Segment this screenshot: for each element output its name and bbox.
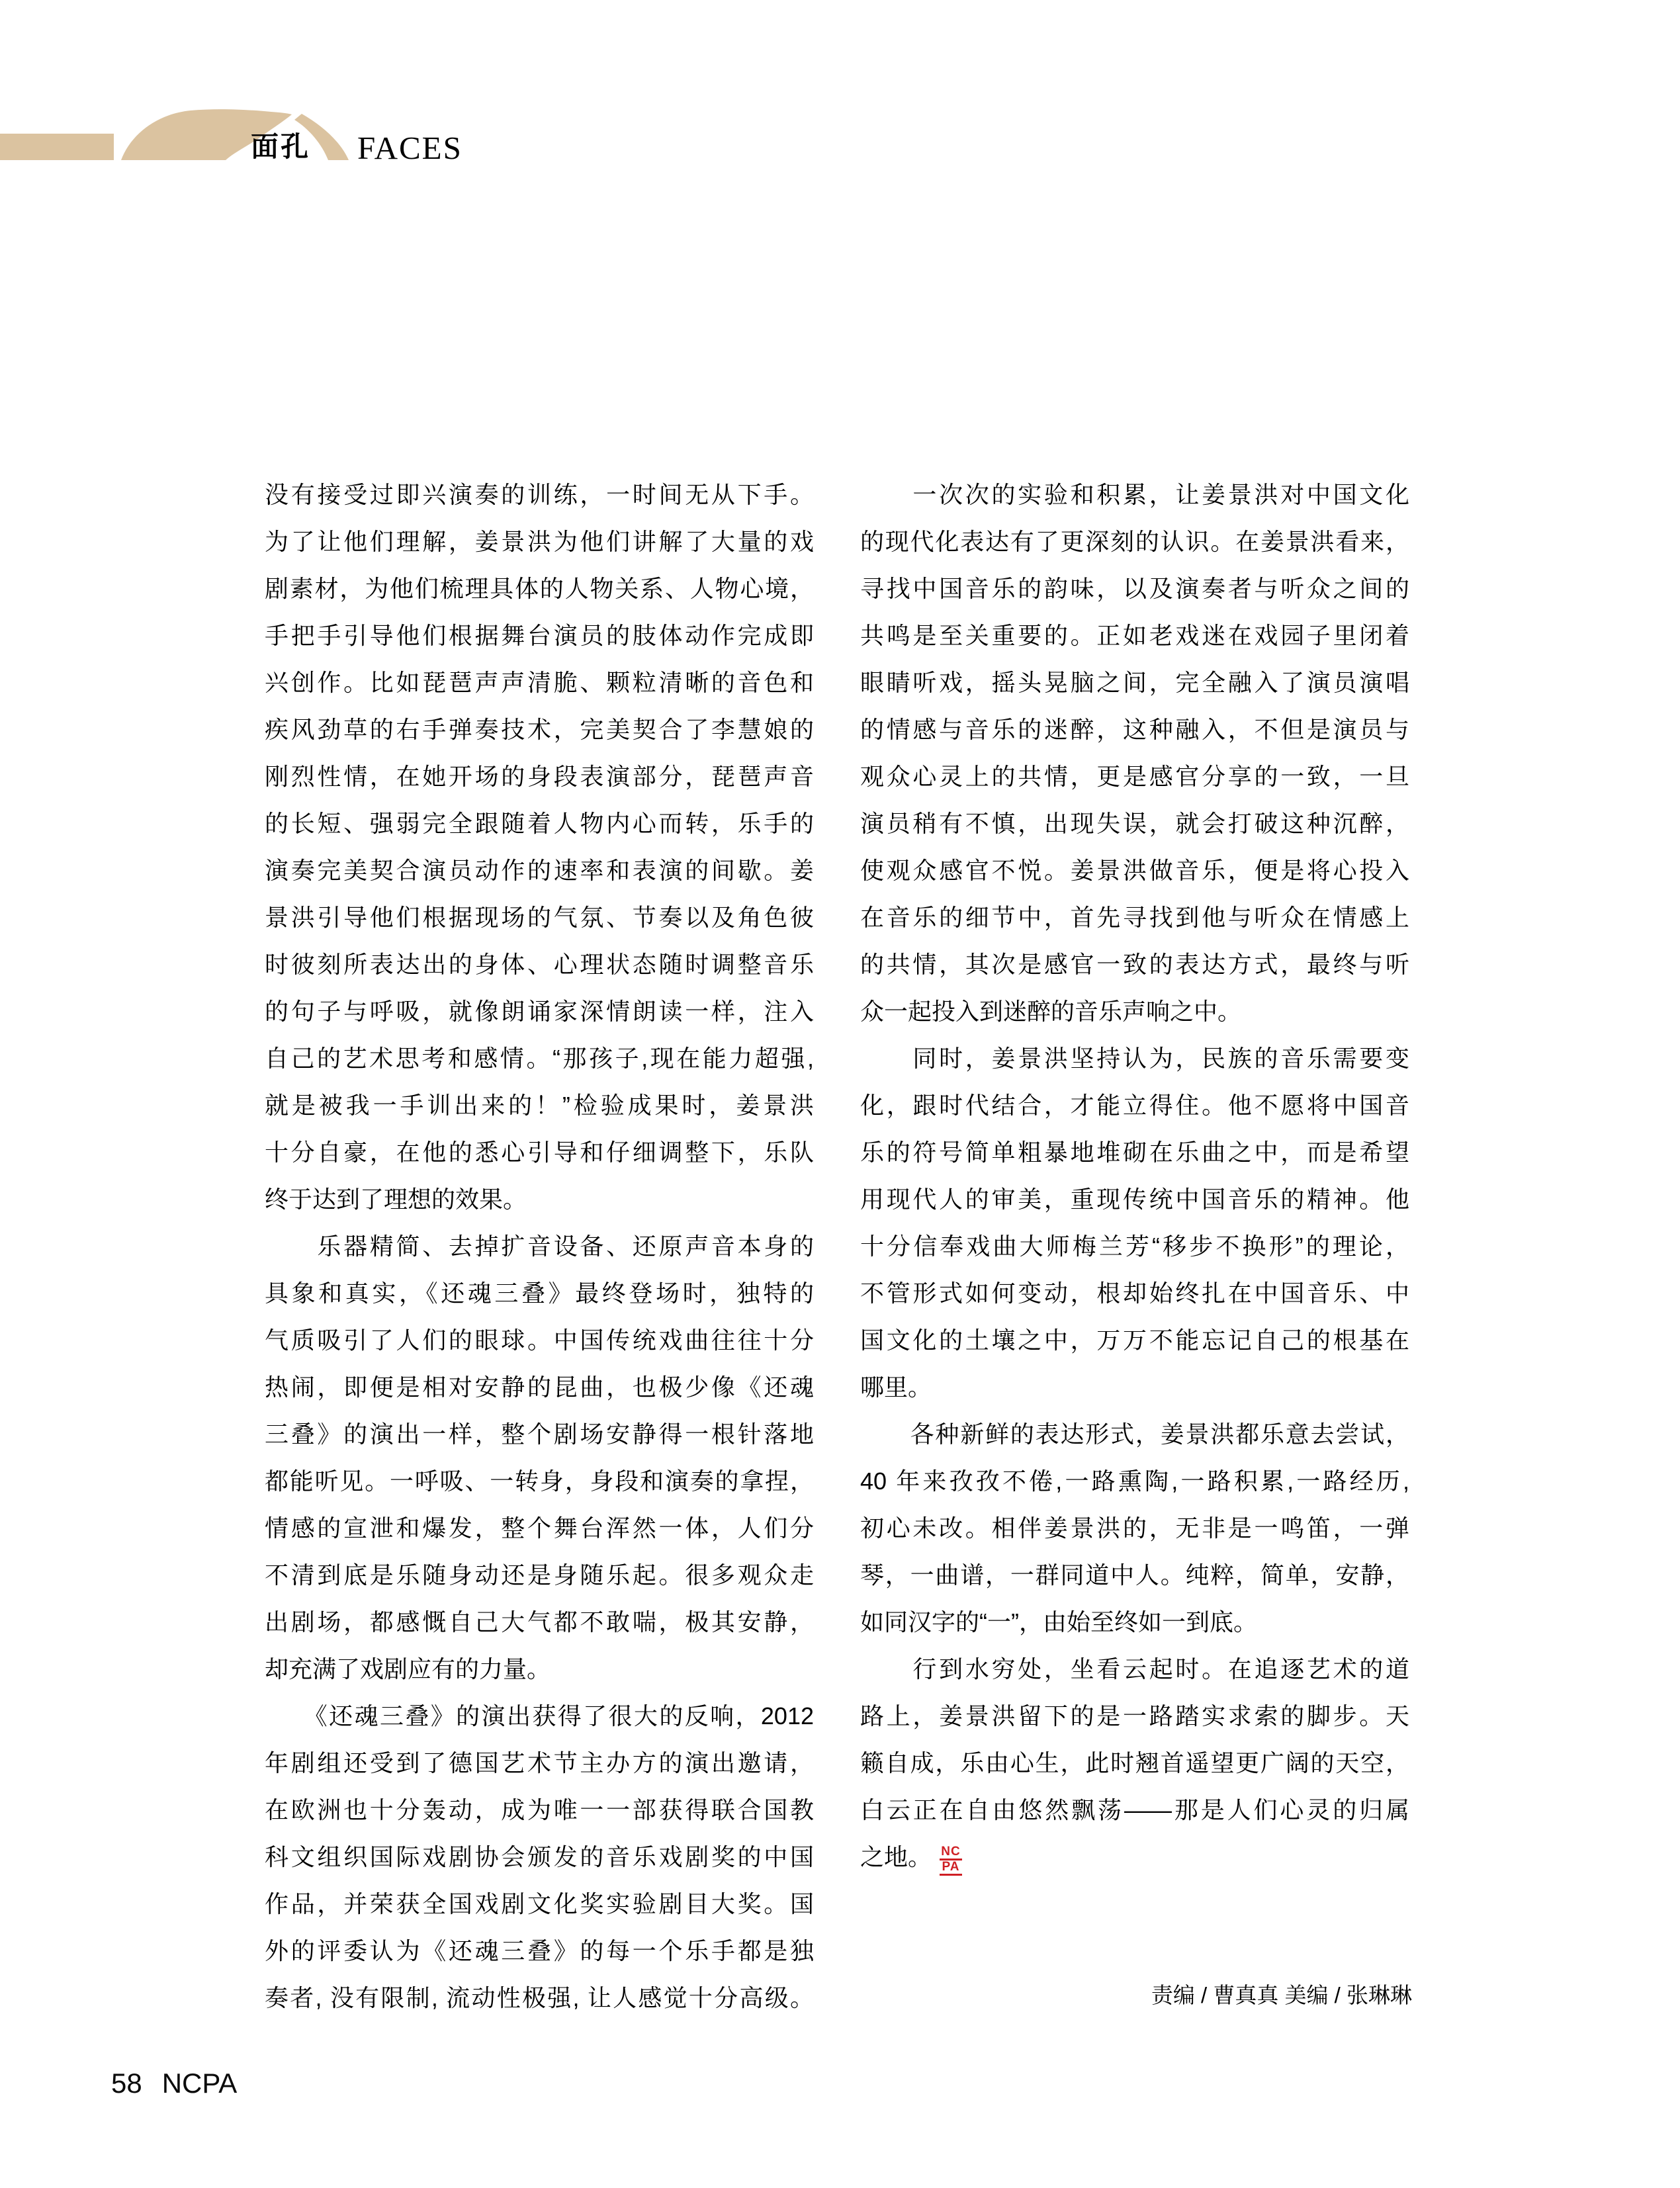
- text-line: 眼睛听戏，摇头晃脑之间，完全融入了演员演唱: [860, 669, 1409, 696]
- page-footer: [111, 2068, 237, 2099]
- ncpa-seal-icon: [940, 1845, 962, 1876]
- text-line: 观众心灵上的共情，更是感官分享的一致，一旦: [860, 763, 1409, 790]
- text-line: 白云正在自由悠然飘荡——那是人们心灵的归属: [860, 1796, 1409, 1823]
- text-line: 气质吸引了人们的眼球。中国传统戏曲往往十分: [265, 1327, 814, 1354]
- text-line: 终于达到了理想的效果。: [265, 1186, 527, 1213]
- left-column-lines: [265, 471, 814, 2021]
- right-column-lines: [860, 471, 1409, 1833]
- final-line-text: 之地。: [860, 1843, 932, 1870]
- text-line: 具象和真实，《还魂三叠》最终登场时，独特的: [265, 1280, 814, 1307]
- section-title-zh: 面孔: [251, 131, 311, 162]
- text-line: 不清到底是乐随身动还是身随乐起。很多观众走: [265, 1561, 814, 1589]
- text-line: 没有接受过即兴演奏的训练，一时间无从下手。: [265, 481, 814, 508]
- text-line: 都能听见。一呼吸、一转身，身段和演奏的拿捏，: [265, 1467, 814, 1495]
- text-line: 琴，一曲谱，一群同道中人。纯粹，简单，安静，: [860, 1561, 1409, 1589]
- text-line: 共鸣是至关重要的。正如老戏迷在戏园子里闭着: [860, 622, 1409, 649]
- text-line: 路上，姜景洪留下的是一路踏实求索的脚步。天: [860, 1702, 1409, 1729]
- text-line: 作品，并荣获全国戏剧文化奖实验剧目大奖。国: [265, 1890, 814, 1917]
- text-line: 十分自豪，在他的悉心引导和仔细调整下，乐队: [265, 1139, 814, 1166]
- text-line: 外的评委认为《还魂三叠》的每一个乐手都是独: [265, 1937, 814, 1964]
- ncpa-seal-bottom: PA: [940, 1860, 962, 1876]
- text-line: 初心未改。相伴姜景洪的，无非是一鸣笛，一弹: [860, 1514, 1409, 1542]
- header-bar-shape: [0, 134, 114, 160]
- text-line: 寻找中国音乐的韵味，以及演奏者与听众之间的: [860, 575, 1409, 602]
- text-line: 科文组织国际戏剧协会颁发的音乐戏剧奖的中国: [265, 1843, 814, 1870]
- text-line: 自己的艺术思考和感情。“那孩子,现在能力超强,: [265, 1045, 814, 1072]
- text-line: 疾风劲草的右手弹奏技术，完美契合了李慧娘的: [265, 716, 814, 743]
- text-line: 乐器精简、去掉扩音设备、还原声音本身的: [265, 1233, 814, 1260]
- text-line: 奏者, 没有限制, 流动性极强, 让人感觉十分高级。: [265, 1984, 814, 2011]
- text-line: 国文化的土壤之中，万万不能忘记自己的根基在: [860, 1327, 1409, 1354]
- text-line: 行到水穷处，坐看云起时。在追逐艺术的道: [860, 1655, 1409, 1683]
- text-line-final: [860, 1833, 1409, 1880]
- text-line: 在音乐的细节中，首先寻找到他与听众在情感上: [860, 904, 1409, 931]
- text-line: 十分信奉戏曲大师梅兰芳“移步不换形”的理论，: [860, 1233, 1409, 1260]
- text-line: 籁自成，乐由心生，此时翘首遥望更广阔的天空，: [860, 1749, 1409, 1776]
- text-line: 的长短、强弱完全跟随着人物内心而转，乐手的: [265, 810, 814, 837]
- section-title-en: FACES: [357, 130, 463, 166]
- text-line: 40 年来孜孜不倦,一路熏陶,一路积累,一路经历,: [860, 1467, 1409, 1495]
- text-line: 同时，姜景洪坚持认为，民族的音乐需要变: [860, 1045, 1409, 1072]
- text-line: 演员稍有不慎，出现失误，就会打破这种沉醉，: [860, 810, 1409, 837]
- text-line: 三叠》的演出一样，整个剧场安静得一根针落地: [265, 1421, 814, 1448]
- text-line: 如同汉字的“一”，由始至终如一到底。: [860, 1608, 1257, 1636]
- right-column: [860, 471, 1409, 1880]
- text-line: 年剧组还受到了德国艺术节主办方的演出邀请，: [265, 1749, 814, 1776]
- text-line: 的句子与呼吸，就像朗诵家深情朗读一样，注入: [265, 998, 814, 1025]
- text-line: 剧素材，为他们梳理具体的人物关系、人物心境，: [265, 575, 814, 602]
- text-line: 热闹，即便是相对安静的昆曲，也极少像《还魂: [265, 1374, 814, 1401]
- text-line: 手把手引导他们根据舞台演员的肢体动作完成即: [265, 622, 814, 649]
- text-line: 景洪引导他们根据现场的气氛、节奏以及角色彼: [265, 904, 814, 931]
- text-line: 在欧洲也十分轰动，成为唯一一部获得联合国教: [265, 1796, 814, 1823]
- text-line: 却充满了戏剧应有的力量。: [265, 1655, 551, 1683]
- editor-credits: 责编 / 曹真真 美编 / 张琳琳: [1151, 1983, 1412, 2007]
- text-line: 兴创作。比如琵琶声声清脆、颗粒清晰的音色和: [265, 669, 814, 696]
- text-line: 乐的符号简单粗暴地堆砌在乐曲之中，而是希望: [860, 1139, 1409, 1166]
- text-line: 使观众感官不悦。姜景洪做音乐，便是将心投入: [860, 857, 1409, 884]
- text-line: 一次次的实验和积累，让姜景洪对中国文化: [860, 481, 1409, 508]
- text-line: 化，跟时代结合，才能立得住。他不愿将中国音: [860, 1092, 1409, 1119]
- text-line: 出剧场，都感慨自己大气都不敢喘，极其安静，: [265, 1608, 814, 1636]
- text-line: 的现代化表达有了更深刻的认识。在姜景洪看来，: [860, 528, 1409, 555]
- text-line: 不管形式如何变动，根却始终扎在中国音乐、中: [860, 1280, 1409, 1307]
- text-line: 为了让他们理解，姜景洪为他们讲解了大量的戏: [265, 528, 814, 555]
- text-line: 情感的宣泄和爆发，整个舞台浑然一体，人们分: [265, 1514, 814, 1542]
- text-line: 各种新鲜的表达形式，姜景洪都乐意去尝试，: [860, 1421, 1409, 1448]
- text-line: 的情感与音乐的迷醉，这种融入，不但是演员与: [860, 716, 1409, 743]
- ncpa-brand: NCPA: [161, 2068, 238, 2099]
- text-line: 哪里。: [860, 1374, 932, 1401]
- text-line: 用现代人的审美，重现传统中国音乐的精神。他: [860, 1186, 1409, 1213]
- page-number: 58: [111, 2068, 142, 2099]
- text-line: 就是被我一手训出来的！”检验成果时，姜景洪: [265, 1092, 814, 1119]
- text-line: 《还魂三叠》的演出获得了很大的反响，2012: [265, 1702, 814, 1729]
- text-line: 演奏完美契合演员动作的速率和表演的间歇。姜: [265, 857, 814, 884]
- left-column: [265, 471, 814, 2021]
- text-line: 刚烈性情，在她开场的身段表演部分，琵琶声音: [265, 763, 814, 790]
- text-line: 时彼刻所表达出的身体、心理状态随时调整音乐: [265, 951, 814, 978]
- text-line: 的共情，其次是感官一致的表达方式，最终与听: [860, 951, 1409, 978]
- text-line: 众一起投入到迷醉的音乐声响之中。: [860, 998, 1242, 1025]
- ncpa-seal-top: NC: [940, 1845, 962, 1860]
